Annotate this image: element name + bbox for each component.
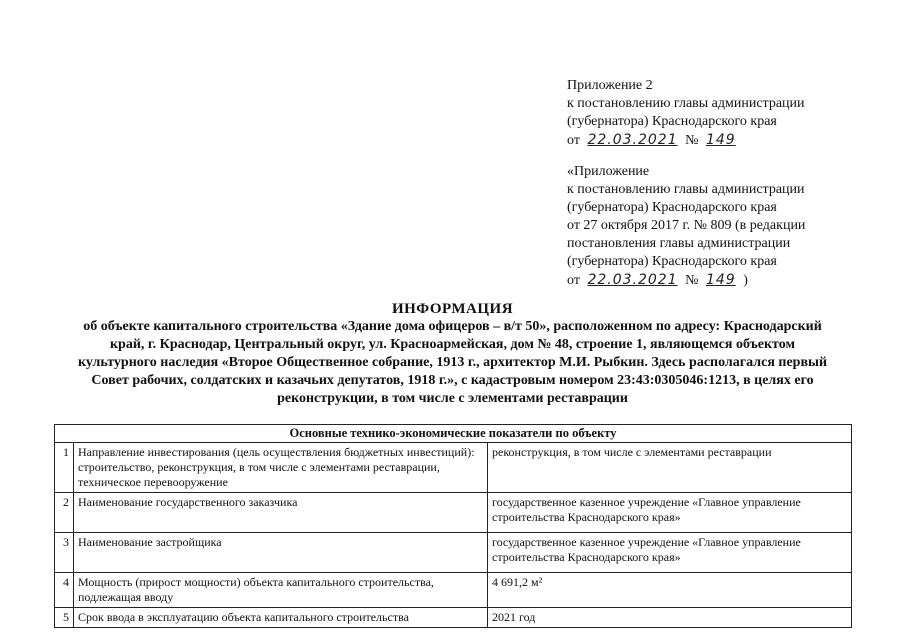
appendix-date-line <box>567 131 805 150</box>
row-number: 2 <box>55 493 74 533</box>
row-name: Направление инвестирования (цель осуществления бюджетных инвестиций): строительство, реконструкция, в том числе с элементами реставрации, техническое перевооружение <box>74 443 488 493</box>
row-name: Наименование государственного заказчика <box>74 493 488 533</box>
table-row <box>55 443 852 493</box>
from-label: от <box>567 273 580 288</box>
appendix-line: «Приложение <box>567 164 650 179</box>
appendix-line: Приложение 2 <box>567 78 653 93</box>
indicators-table <box>54 424 852 628</box>
handwritten-date: 22.03.2021 <box>587 132 678 148</box>
appendix-line: от 27 октября 2017 г. № 809 (в редакции <box>567 218 806 233</box>
table-row <box>55 608 852 628</box>
appendix-line: постановления главы администрации <box>567 236 791 251</box>
number-label: № <box>685 273 699 288</box>
table-caption: Основные технико-экономические показатели по объекту <box>55 425 852 443</box>
row-value: 2021 год <box>488 608 852 628</box>
handwritten-number: 149 <box>705 272 736 288</box>
table-row <box>55 493 852 533</box>
appendix-line: (губернатора) Краснодарского края <box>567 114 777 129</box>
appendix-block-second <box>567 163 805 290</box>
row-number: 1 <box>55 443 74 493</box>
closing-parenthesis: ) <box>743 273 748 288</box>
appendix-line: к постановлению главы администрации <box>567 96 805 111</box>
document-title: ИНФОРМАЦИЯ <box>391 301 514 317</box>
appendix-block-first <box>567 77 805 150</box>
row-value: реконструкция, в том числе с элементами реставрации <box>488 443 852 493</box>
appendix-line: (губернатора) Краснодарского края <box>567 254 777 269</box>
row-name: Срок ввода в эксплуатацию объекта капитального строительства <box>74 608 488 628</box>
heading-line: культурного наследия «Второе Общественное собрание, 1913 г., архитектор М.И. Рыбкин. Здесь располагался первый <box>77 355 828 370</box>
row-number: 3 <box>55 533 74 573</box>
row-value: государственное казенное учреждение «Главное управление строительства Краснодарского края» <box>488 533 852 573</box>
handwritten-date: 22.03.2021 <box>587 272 678 288</box>
row-name: Наименование застройщика <box>74 533 488 573</box>
appendix-line: к постановлению главы администрации <box>567 182 805 197</box>
row-value: 4 691,2 м² <box>488 573 852 608</box>
row-number: 5 <box>55 608 74 628</box>
document-heading <box>40 300 865 408</box>
from-label: от <box>567 133 580 148</box>
appendix-line: (губернатора) Краснодарского края <box>567 200 777 215</box>
table-row <box>55 573 852 608</box>
handwritten-number: 149 <box>705 132 736 148</box>
table-caption-row <box>55 425 852 443</box>
appendix-date-line <box>567 271 805 290</box>
row-number: 4 <box>55 573 74 608</box>
heading-line: край, г. Краснодар, Центральный округ, ул. Красноармейская, дом № 48, строение 1, являющемся объектом <box>109 337 796 352</box>
heading-line: Совет рабочих, солдатских и казачьих депутатов, 1918 г.», с кадастровым номером 23:43:0305046:1213, в целях его <box>91 373 814 388</box>
number-label: № <box>685 133 699 148</box>
heading-line: реконструкции, в том числе с элементами реставрации <box>277 391 628 406</box>
row-value: государственное казенное учреждение «Главное управление строительства Краснодарского края» <box>488 493 852 533</box>
row-name: Мощность (прирост мощности) объекта капитального строительства, подлежащая вводу <box>74 573 488 608</box>
table-row <box>55 533 852 573</box>
heading-line: об объекте капитального строительства «Здание дома офицеров – в/т 50», расположенном по адресу: Краснодарский <box>83 319 822 334</box>
